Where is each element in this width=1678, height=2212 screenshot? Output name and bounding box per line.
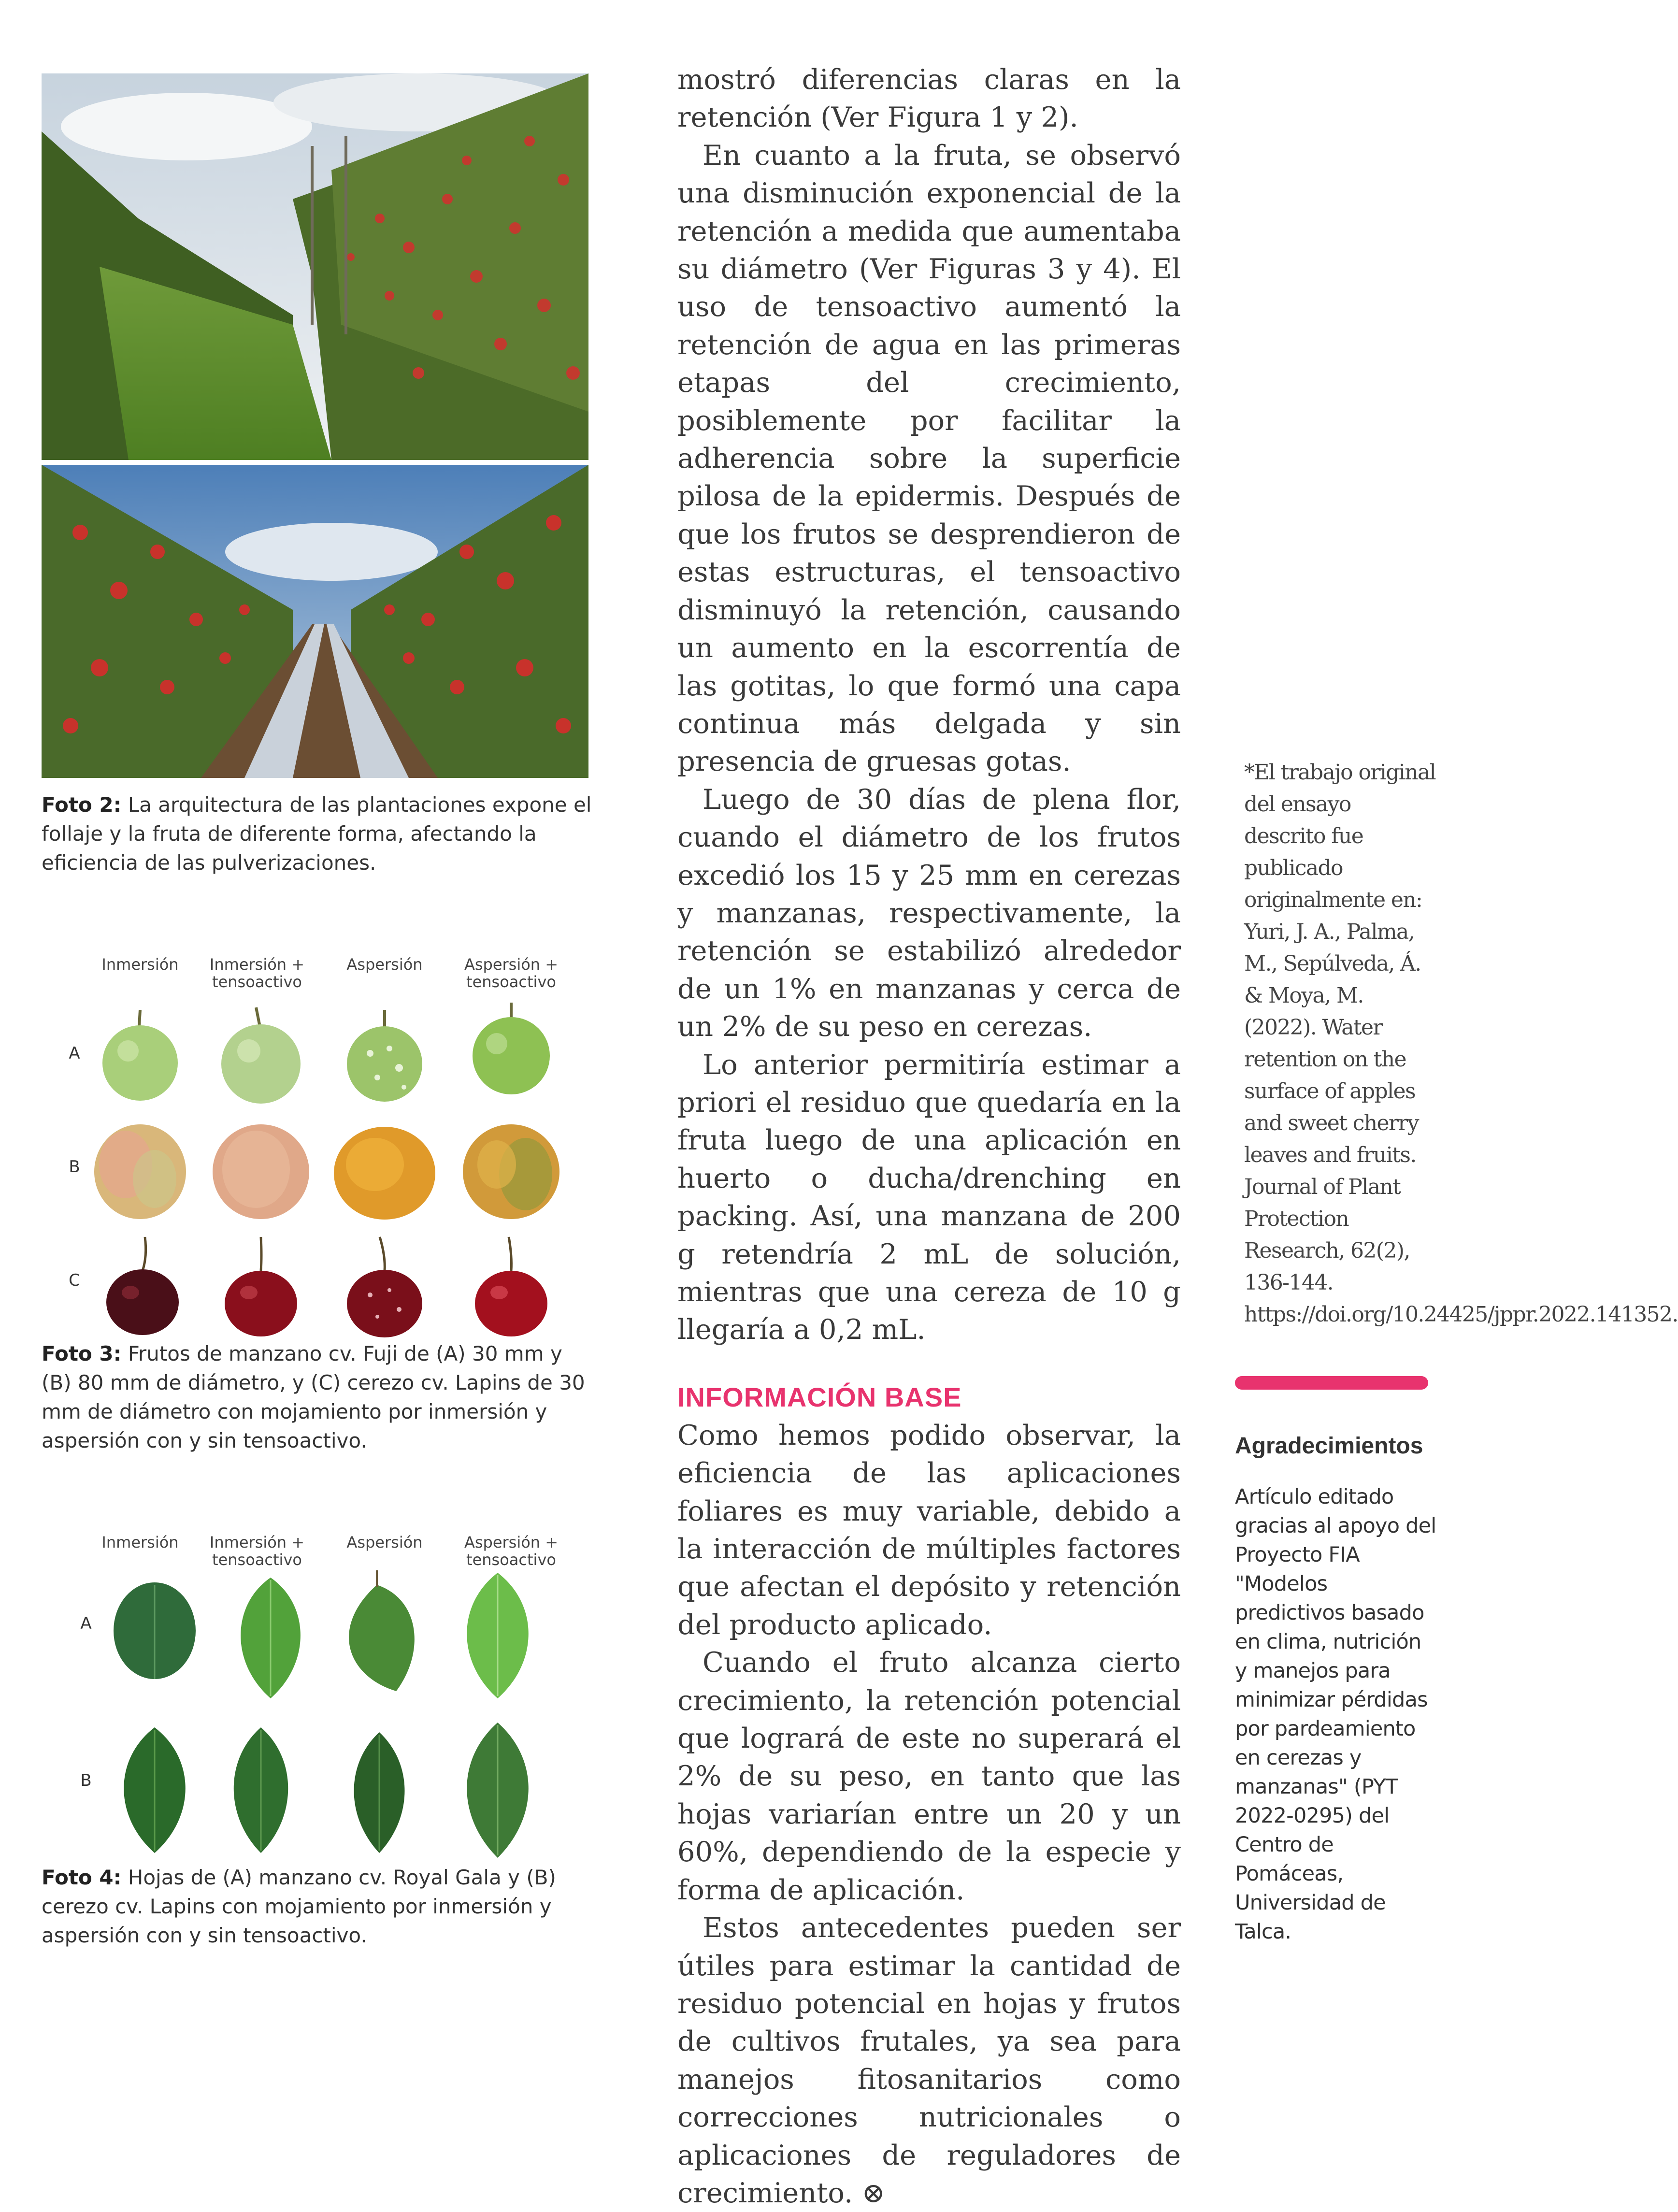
photo4-col-4: Aspersión + tensoactivo bbox=[464, 1533, 559, 1569]
photo3-col-3: Aspersión bbox=[346, 955, 423, 974]
paragraph: Cuando el fruto alcanza cierto crecimiento, la retención potencial que logrará de este no superará el 2% de su peso, en tanto que las hojas variarían entre un 20 y un 60%, dependiendo de la especie y forma de aplicación. bbox=[677, 1646, 1181, 1906]
reference-note: *El trabajo original del ensayo descrito fue publicado originalmente en: Yuri, J. A., Palma, M., Sepúlveda, Á. & Moya, M. (2022). Water retention on the surface of apples and sweet cherry leaves and fruits. Journal of Plant Protection Research, 62(2), 136-144. https://doi.org/10.24425/jppr.2022.141352. bbox=[1244, 760, 1678, 1327]
ripe-apple-image bbox=[458, 1116, 564, 1222]
photo3-caption bbox=[42, 1339, 597, 1455]
paragraph: Como hemos podido observar, la eficiencia de las aplicaciones foliares es muy variable, debido a la interacción de múltiples factores que afectan el depósito y retención del producto aplicado. bbox=[677, 1419, 1181, 1641]
cherry-leaf-image bbox=[454, 1720, 541, 1860]
paragraph: mostró diferencias claras en la retención (Ver Figura 1 y 2). bbox=[677, 63, 1181, 134]
ripe-apple-image bbox=[208, 1116, 314, 1222]
green-apple-image bbox=[87, 1000, 193, 1106]
ripe-apple-image bbox=[331, 1116, 438, 1222]
divider-bar bbox=[1235, 1376, 1428, 1390]
acknowledgements-body: Artículo editado gracias al apoyo del Proyecto FIA "Modelos predictivos basado en clima, nutrición y manejos para minimizar pérdidas por pardeamiento en cerezas y manzanas" (PYT 2022-0295) del Centro de Pomáceas, Universidad de Talca. bbox=[1235, 1485, 1436, 1944]
orchard-photo-bottom bbox=[42, 465, 588, 778]
photo4-row-b: B bbox=[80, 1771, 92, 1790]
photo4-caption bbox=[42, 1863, 597, 1950]
photo3-col-2: Inmersión + tensoactivo bbox=[209, 955, 305, 991]
green-apple-image bbox=[458, 995, 564, 1102]
cherry-leaf-image bbox=[343, 1730, 416, 1855]
cherry-image bbox=[331, 1232, 438, 1338]
photo3-caption-text: Frutos de manzano cv. Fuji de (A) 30 mm y (B) 80 mm de diámetro, y (C) cerezo cv. Lapins de 30 mm de diámetro con mojamiento por inmersión y aspersión con y sin tensoactivo. bbox=[42, 1342, 585, 1452]
photo4-col-1: Inmersión bbox=[101, 1533, 179, 1551]
photo3-col-1: Inmersión bbox=[101, 955, 179, 974]
paragraph: Luego de 30 días de plena flor, cuando el diámetro de los frutos excedió los 15 y 25 mm en cerezas y manzanas, respectivamente, la retención se estabilizó alrededor de un 1% en manzanas y cerca de un 2% de su peso en cerezas. bbox=[677, 783, 1181, 1043]
photo4-caption-text: Hojas de (A) manzano cv. Royal Gala y (B) cerezo cv. Lapins con mojamiento por inmersión y aspersión con y sin tensoactivo. bbox=[42, 1866, 556, 1947]
cherry-leaf-image bbox=[222, 1725, 300, 1855]
photo3-col-4: Aspersión + tensoactivo bbox=[464, 955, 559, 991]
acknowledgements-title: Agradecimientos bbox=[1235, 1433, 1423, 1459]
apple-leaf-image bbox=[329, 1570, 425, 1696]
photo3-row-b: B bbox=[69, 1157, 80, 1177]
photo4-col-2: Inmersión + tensoactivo bbox=[209, 1533, 305, 1569]
paragraph-text: Estos antecedentes pueden ser útiles para estimar la cantidad de residuo potencial en hojas y frutos de cultivos frutales, ya sea para manejos fitosanitarios como correcciones nutricionales o aplicaciones de reguladores de crecimiento. bbox=[677, 1911, 1181, 2209]
photo2-caption bbox=[42, 790, 597, 877]
section-heading: INFORMACIÓN BASE bbox=[677, 1381, 962, 1412]
cherry-leaf-image bbox=[111, 1725, 198, 1855]
green-apple-image bbox=[208, 1000, 314, 1106]
ripe-apple-image bbox=[87, 1116, 193, 1222]
end-mark-icon: ⊗ bbox=[861, 2176, 885, 2209]
apple-leaf-image bbox=[106, 1575, 203, 1686]
orchard-photo-top bbox=[42, 73, 588, 460]
photo4-col-3: Aspersión bbox=[346, 1533, 423, 1551]
photo3-row-a: A bbox=[69, 1044, 80, 1063]
cherry-image bbox=[92, 1232, 198, 1338]
paragraph: Lo anterior permitiría estimar a priori el residuo que quedaría en la fruta luego de una aplicación en huerto o ducha/drenching en packing. Así, una manzana de 200 g retendría 2 mL de solución, mientras que una cereza de 10 g llegaría a 0,2 mL. bbox=[677, 1048, 1181, 1346]
photo2-caption-label: Foto 2: bbox=[42, 793, 122, 817]
photo4-row-a: A bbox=[80, 1614, 92, 1633]
photo2-caption-text: La arquitectura de las plantaciones expone el follaje y la fruta de diferente forma, afectando la eficiencia de las pulverizaciones. bbox=[42, 793, 592, 875]
photo4-caption-label: Foto 4: bbox=[42, 1866, 122, 1889]
photo3-row-c: C bbox=[69, 1271, 80, 1290]
apple-leaf-image bbox=[454, 1570, 541, 1701]
paragraph bbox=[677, 1909, 1181, 2212]
cherry-image bbox=[208, 1232, 314, 1338]
green-apple-image bbox=[331, 1000, 438, 1106]
apple-leaf-image bbox=[227, 1575, 314, 1701]
paragraph: En cuanto a la fruta, se observó una disminución exponencial de la retención a medida que aumentaba su diámetro (Ver Figuras 3 y 4). El uso de tensoactivo aumentó la retención de agua en las primeras etapas del crecimiento, posiblemente por facilitar la adherencia sobre la superficie pilosa de la epidermis. Después de que los frutos se desprendieron de estas estructuras, el tensoactivo disminuyó la retención, causando un aumento en la escorrentía de las gotitas, lo que formó una capa continua más delgada y sin presencia de gruesas gotas. bbox=[677, 139, 1181, 778]
photo3-caption-label: Foto 3: bbox=[42, 1342, 122, 1365]
article-body bbox=[677, 61, 1181, 2212]
cherry-image bbox=[458, 1232, 564, 1338]
